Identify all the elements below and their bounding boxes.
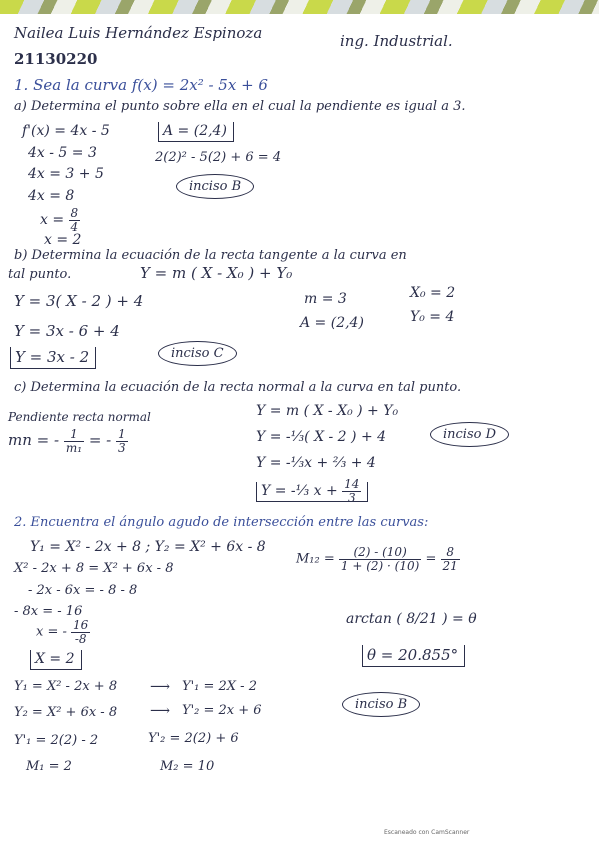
part-b-inciso-oval: inciso C	[158, 341, 237, 366]
x0-value: X₀ = 2	[410, 285, 456, 301]
m12-formula: M₁₂ = $\frac{(2) - (10)}{1 + (2) \cdot (10)}$ = $\frac{8}{21}$	[296, 545, 458, 573]
y1-derivative: Y'₁ = 2X - 2	[182, 679, 257, 694]
arrow-icon: ⟶	[150, 703, 171, 719]
p2-line-1: X² - 2x + 8 = X² + 6x - 8	[14, 561, 174, 576]
y2-derivative-eval: Y'₂ = 2(2) + 6	[148, 731, 239, 746]
p2-line-4: x = - $\frac{16}{-8}$	[36, 618, 89, 646]
part-c-line-3: Y = -⅓x + ⅔ + 4	[256, 455, 376, 471]
p2-line-5: X = 2	[30, 652, 82, 666]
part-c-inciso-oval: inciso D	[430, 422, 509, 447]
part-b-line-2: Y = 3x - 6 + 4	[14, 322, 120, 340]
theta-result: θ = 20.855°	[362, 648, 465, 663]
career: ing. Industrial.	[340, 32, 453, 50]
part-b-line-1: Y = 3( X - 2 ) + 4	[14, 292, 144, 310]
part-a-prompt: a) Determina el punto sobre ella en el cual la pendiente es igual a 3.	[14, 99, 466, 114]
m2-value: M₂ = 10	[160, 759, 215, 774]
part-c-line-1: Y = m ( X - X₀ ) + Y₀	[256, 403, 399, 419]
scanner-watermark: Escaneado con CamScanner	[384, 829, 470, 836]
paper-edge-strip	[0, 0, 599, 14]
slope-m: m = 3	[304, 291, 347, 307]
part-c-result: Y = -⅓ x + $\frac{14}{3}$	[256, 478, 368, 504]
problem-1-statement: 1. Sea la curva f(x) = 2x² - 5x + 6	[14, 76, 268, 94]
p2-inciso-oval: inciso B	[342, 692, 420, 717]
m1-value: M₁ = 2	[26, 759, 72, 774]
student-id: 21130220	[14, 50, 98, 68]
normal-slope-label: Pendiente recta normal	[8, 410, 151, 424]
y2-derivative: Y'₂ = 2x + 6	[182, 703, 262, 718]
p2-line-2: - 2x - 6x = - 8 - 8	[28, 583, 138, 598]
part-b-prompt-line-2: tal punto.	[8, 267, 72, 282]
problem-2-curves: Y₁ = X² - 2x + 8 ; Y₂ = X² + 6x - 8	[30, 539, 266, 555]
y2-equation: Y₂ = X² + 6x - 8	[14, 705, 118, 720]
part-a-line-5: x = $\frac{8}{4}$	[40, 206, 79, 234]
part-b-result: Y = 3x - 2	[10, 350, 96, 365]
arrow-icon: ⟶	[150, 679, 171, 695]
p2-line-3: - 8x = - 16	[14, 604, 83, 619]
part-a-line-4: 4x = 8	[28, 188, 75, 204]
normal-slope-formula: mn = - $\frac{1}{\text{m₁}}$ = - $\frac{1}{3}$	[8, 427, 126, 455]
y1-equation: Y₁ = X² - 2x + 8	[14, 679, 118, 694]
problem-2-statement: 2. Encuentra el ángulo agudo de intersección entre las curvas:	[14, 515, 429, 530]
part-b-prompt-line-1: b) Determina la ecuación de la recta tangente a la curva en	[14, 248, 407, 263]
part-a-line-3: 4x = 3 + 5	[28, 166, 104, 182]
part-a-inciso-oval: inciso B	[176, 174, 254, 199]
part-a-evaluation: 2(2)² - 5(2) + 6 = 4	[155, 150, 282, 165]
y1-derivative-eval: Y'₁ = 2(2) - 2	[14, 733, 99, 748]
part-c-prompt: c) Determina la ecuación de la recta normal a la curva en tal punto.	[14, 380, 462, 395]
y0-value: Y₀ = 4	[410, 309, 455, 325]
student-name: Nailea Luis Hernández Espinoza	[14, 24, 263, 42]
part-a-line-1: f'(x) = 4x - 5	[22, 123, 110, 139]
tangent-formula: Y = m ( X - X₀ ) + Y₀	[140, 264, 293, 282]
part-a-line-2: 4x - 5 = 3	[28, 145, 97, 161]
part-a-line-6: x = 2	[44, 232, 82, 248]
part-b-point: A = (2,4)	[300, 315, 364, 331]
arctan-line: arctan ( 8/21 ) = θ	[346, 611, 477, 627]
part-c-line-2: Y = -⅓( X - 2 ) + 4	[256, 429, 387, 445]
part-a-point: A = (2,4)	[158, 124, 234, 138]
